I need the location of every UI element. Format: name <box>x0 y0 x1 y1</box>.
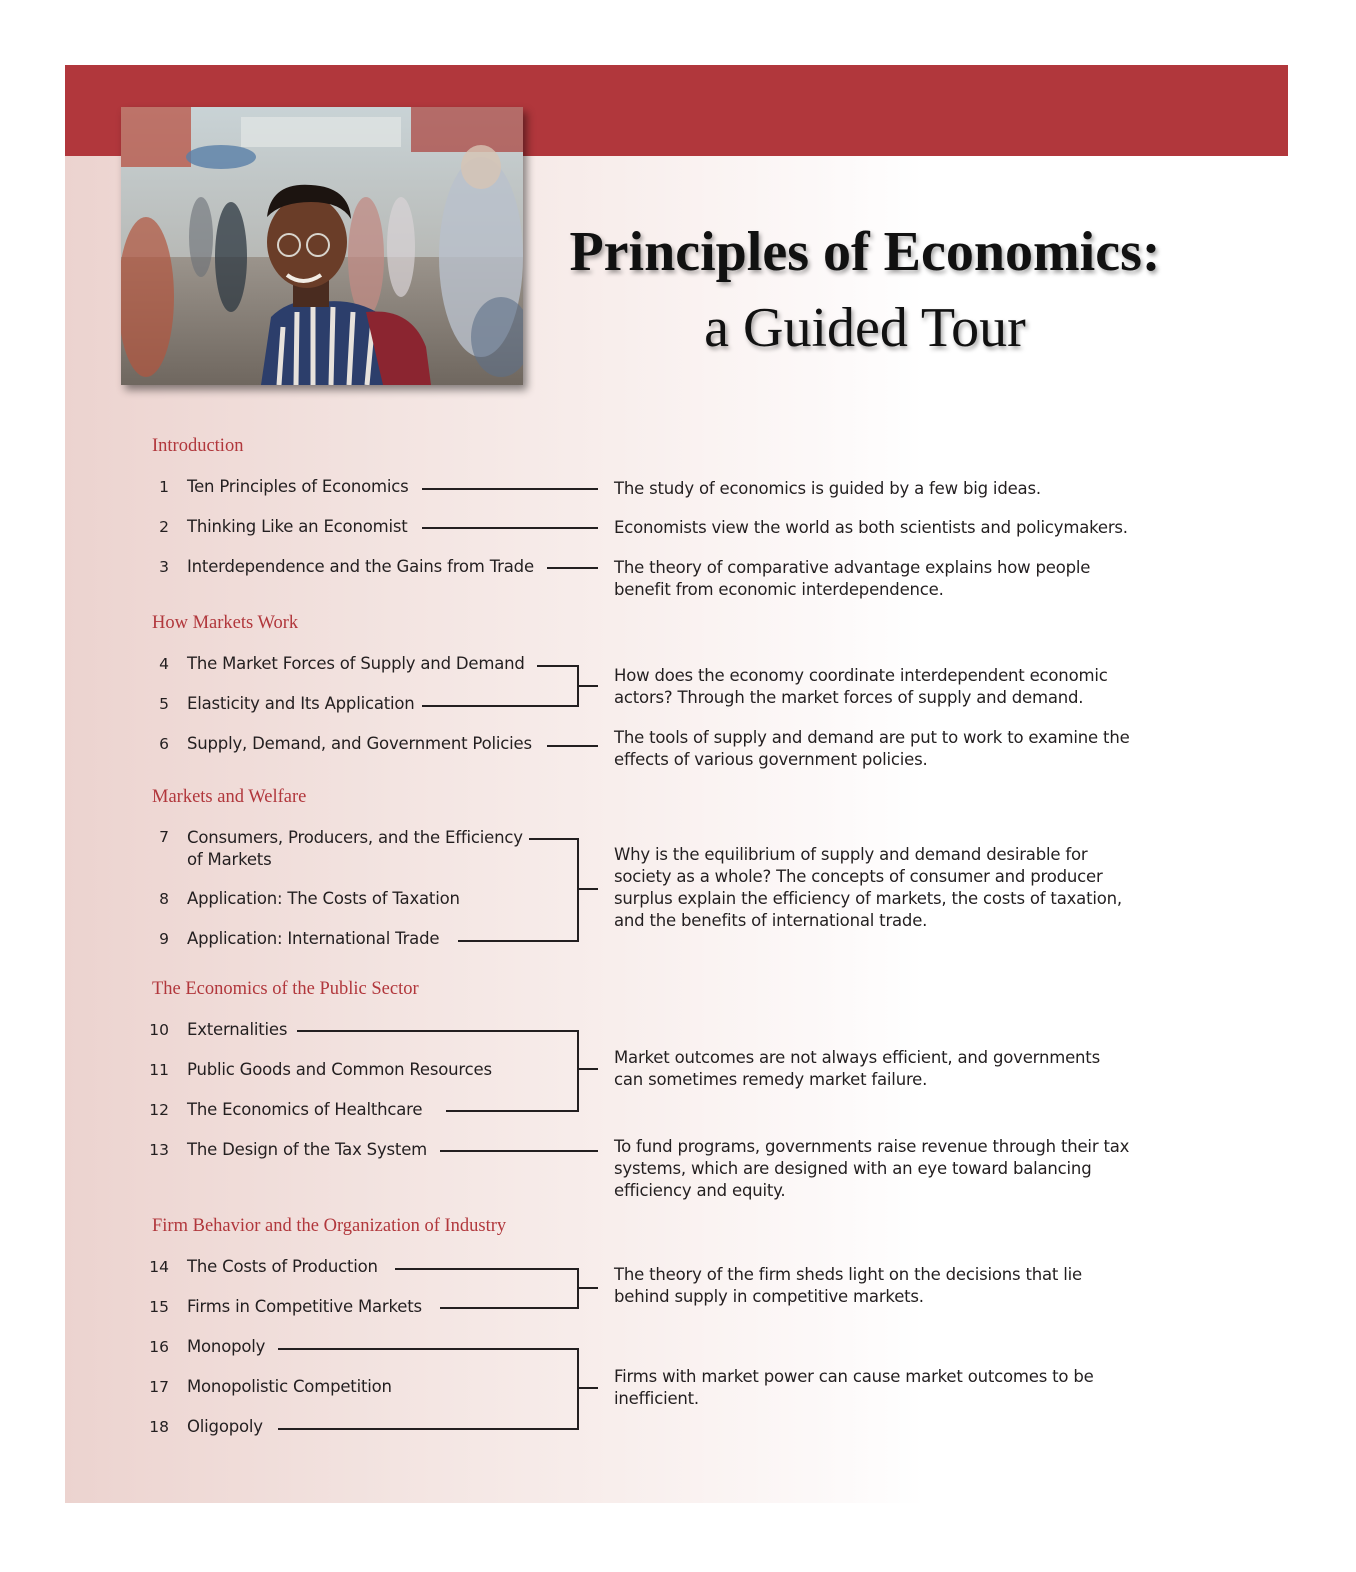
chapter-number: 3 <box>159 558 169 576</box>
chapter-description: The theory of the firm sheds light on the decisions that lie behind supply in competitive markets. <box>614 1265 1082 1306</box>
chapter-number: 9 <box>159 930 169 948</box>
chapter-number: 1 <box>159 478 169 496</box>
bracket-connector <box>577 1287 598 1289</box>
chapter-title: Application: International Trade <box>187 929 440 948</box>
section-heading-introduction: Introduction <box>152 436 244 456</box>
chapter-number: 17 <box>149 1378 169 1396</box>
connector-line <box>547 567 598 569</box>
connector-line <box>422 488 598 490</box>
connector-line <box>278 1348 579 1350</box>
chapter-number: 15 <box>149 1298 169 1316</box>
chapter-description: The theory of comparative advantage explains how people benefit from economic interdependence. <box>614 558 1091 599</box>
connector-line <box>422 527 598 529</box>
connector-line <box>547 745 598 747</box>
connector-line <box>422 705 579 707</box>
connector-line <box>446 1110 579 1112</box>
chapter-description: Market outcomes are not always efficient, and governments can sometimes remedy market failure. <box>614 1048 1100 1089</box>
bracket-connector <box>577 1068 598 1070</box>
chapter-title: Interdependence and the Gains from Trade <box>187 557 534 576</box>
chapter-title: Monopoly <box>187 1337 266 1356</box>
chapter-number: 13 <box>149 1141 169 1159</box>
bracket-connector <box>577 685 598 687</box>
chapter-number: 7 <box>159 828 169 846</box>
chapter-number: 8 <box>159 890 169 908</box>
bracket-connector <box>577 1387 598 1389</box>
title-line-2: a Guided Tour <box>704 297 1026 359</box>
chapter-title: Externalities <box>187 1020 288 1039</box>
connector-line <box>529 838 579 840</box>
chapter-title: Consumers, Producers, and the Efficiency of Markets <box>187 828 523 869</box>
chapter-number: 12 <box>149 1101 169 1119</box>
connector-line <box>537 665 579 667</box>
bracket-line <box>577 1030 579 1112</box>
connector-line <box>395 1268 579 1270</box>
connector-line <box>278 1428 579 1430</box>
chapter-title: Application: The Costs of Taxation <box>187 889 460 908</box>
section-heading-how-markets-work: How Markets Work <box>152 613 299 633</box>
connector-line <box>440 1307 579 1309</box>
chapter-title: Monopolistic Competition <box>187 1377 392 1396</box>
chapter-title: Elasticity and Its Application <box>187 694 415 713</box>
chapter-description: Why is the equilibrium of supply and demand desirable for society as a whole? The concepts of consumer and producer surplus explain the efficiency of markets, the costs of taxation, and the benefits of international trade. <box>614 845 1122 930</box>
chapter-title: Ten Principles of Economics <box>187 477 409 496</box>
chapter-title: Firms in Competitive Markets <box>187 1297 422 1316</box>
bracket-connector <box>577 888 598 890</box>
section-heading-public-sector: The Economics of the Public Sector <box>152 979 419 999</box>
chapter-description: Economists view the world as both scientists and policymakers. <box>614 518 1128 537</box>
chapter-description: The tools of supply and demand are put to work to examine the effects of various government policies. <box>614 728 1130 769</box>
chapter-title: The Design of the Tax System <box>187 1140 428 1159</box>
page-title <box>540 214 1190 366</box>
title-line-1: Principles of Economics: <box>569 221 1161 283</box>
chapter-title: The Market Forces of Supply and Demand <box>187 654 525 673</box>
chapter-description: To fund programs, governments raise revenue through their tax systems, which are designed with an eye toward balancing efficiency and equity. <box>614 1137 1130 1200</box>
chapter-number: 18 <box>149 1418 169 1436</box>
section-heading-markets-and-welfare: Markets and Welfare <box>152 787 307 807</box>
chapter-number: 5 <box>159 695 169 713</box>
connector-line <box>297 1030 579 1032</box>
chapter-title: Oligopoly <box>187 1417 263 1436</box>
chapter-description: How does the economy coordinate interdependent economic actors? Through the market forces of supply and demand. <box>614 666 1108 707</box>
cover-photo <box>121 107 523 385</box>
chapter-number: 2 <box>159 518 169 536</box>
chapter-title: The Economics of Healthcare <box>187 1100 423 1119</box>
chapter-number: 11 <box>149 1061 169 1079</box>
chapter-title: Supply, Demand, and Government Policies <box>187 734 532 753</box>
chapter-number: 10 <box>149 1021 169 1039</box>
bracket-line <box>577 1348 579 1430</box>
section-heading-firm-behavior: Firm Behavior and the Organization of Industry <box>152 1216 507 1236</box>
bracket-line <box>577 838 579 942</box>
chapter-title: Public Goods and Common Resources <box>187 1060 492 1079</box>
chapter-number: 4 <box>159 655 169 673</box>
connector-line <box>440 1150 598 1152</box>
connector-line <box>458 940 579 942</box>
chapter-number: 6 <box>159 735 169 753</box>
chapter-title: The Costs of Production <box>187 1257 378 1276</box>
chapter-description: The study of economics is guided by a few big ideas. <box>614 479 1041 498</box>
chapter-description: Firms with market power can cause market outcomes to be inefficient. <box>614 1367 1094 1408</box>
chapter-title: Thinking Like an Economist <box>187 517 408 536</box>
chapter-number: 16 <box>149 1338 169 1356</box>
chapter-number: 14 <box>149 1258 169 1276</box>
